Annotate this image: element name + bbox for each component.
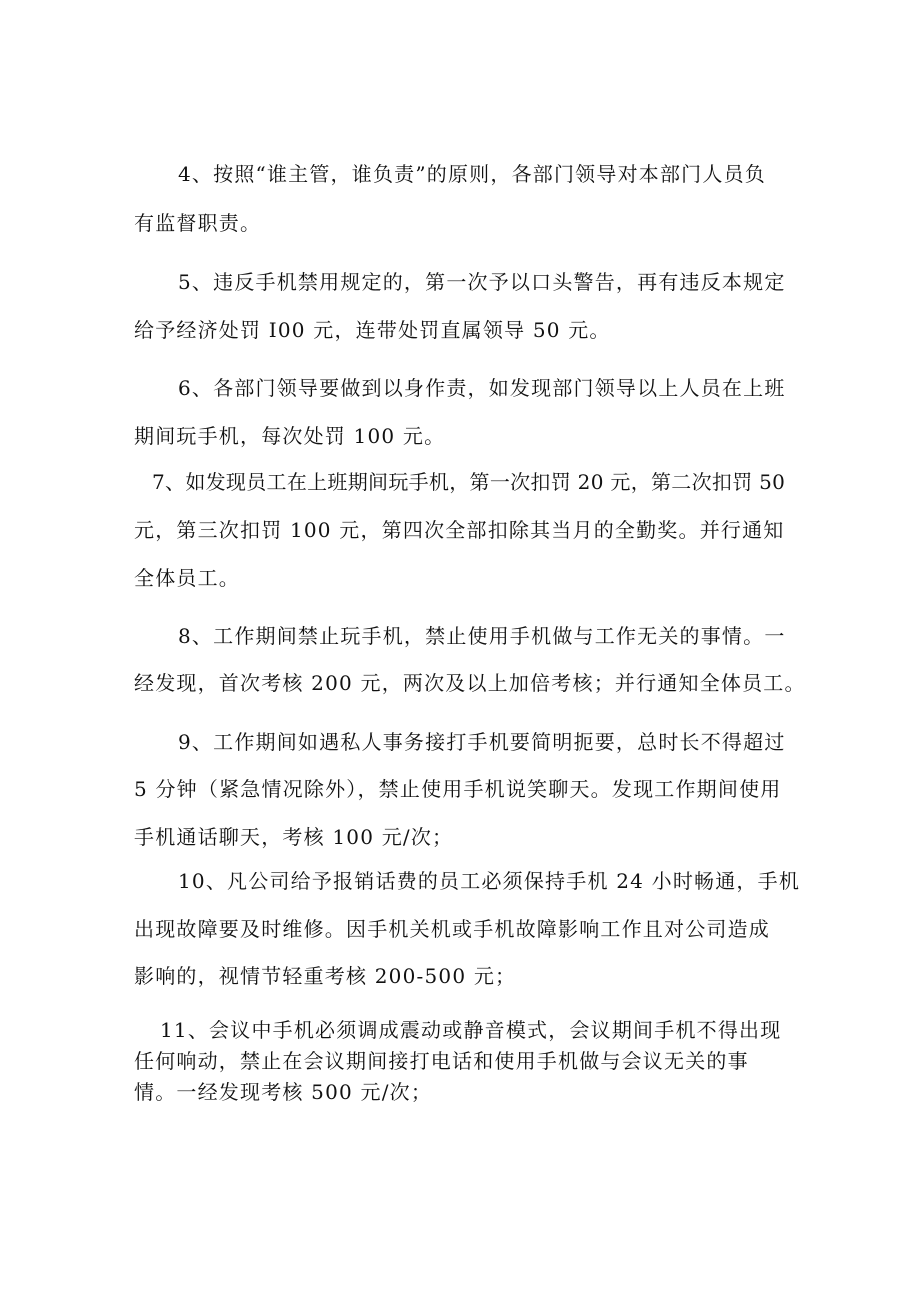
item-4-line-2: 有监督职责。 bbox=[134, 211, 262, 235]
item-7-line-1: 7、如发现员工在上班期间玩手机，第一次扣罚 20 元，第二次扣罚 50 bbox=[152, 470, 786, 494]
item-8-line-2: 经发现，首次考核 200 元，两次及以上加倍考核；并行通知全体员工。 bbox=[134, 671, 806, 695]
item-10-line-2: 出现故障要及时维修。因手机关机或手机故障影响工作且对公司造成 bbox=[134, 917, 770, 941]
item-11-line-2: 任何响动，禁止在会议期间接打电话和使用手机做与会议无关的事 bbox=[134, 1049, 749, 1073]
item-11-line-3: 情。一经发现考核 500 元/次； bbox=[134, 1080, 433, 1104]
item-4-line-1: 4、按照“谁主管，谁负责”的原则，各部门领导对本部门人员负 bbox=[178, 162, 766, 186]
item-6-line-1: 6、各部门领导要做到以身作责，如发现部门领导以上人员在上班 bbox=[178, 376, 786, 400]
item-9-line-1: 9、工作期间如遇私人事务接打手机要简明扼要，总时长不得超过 bbox=[178, 730, 786, 754]
item-6-line-2: 期间玩手机，每次处罚 100 元。 bbox=[134, 424, 446, 448]
item-5-line-2: 给予经济处罚 I00 元，连带处罚直属领导 50 元。 bbox=[134, 318, 611, 342]
item-9-line-3: 手机通话聊天，考核 100 元/次； bbox=[134, 825, 454, 849]
item-7-line-2: 元，第三次扣罚 100 元，第四次全部扣除其当月的全勤奖。并行通知 bbox=[134, 518, 785, 542]
item-10-line-3: 影响的，视情节轻重考核 200-500 元； bbox=[134, 964, 517, 988]
item-8-line-1: 8、工作期间禁止玩手机，禁止使用手机做与工作无关的事情。一 bbox=[178, 624, 786, 648]
item-11-line-1: 11、会议中手机必须调成震动或静音模式，会议期间手机不得出现 bbox=[160, 1018, 782, 1042]
item-9-line-2: 5 分钟（紧急情况除外），禁止使用手机说笑聊天。发现工作期间使用 bbox=[134, 777, 782, 801]
item-10-line-1: 10、凡公司给予报销话费的员工必须保持手机 24 小时畅通，手机 bbox=[178, 869, 801, 893]
item-5-line-1: 5、违反手机禁用规定的，第一次予以口头警告，再有违反本规定 bbox=[178, 270, 786, 294]
item-7-line-3: 全体员工。 bbox=[134, 566, 240, 590]
